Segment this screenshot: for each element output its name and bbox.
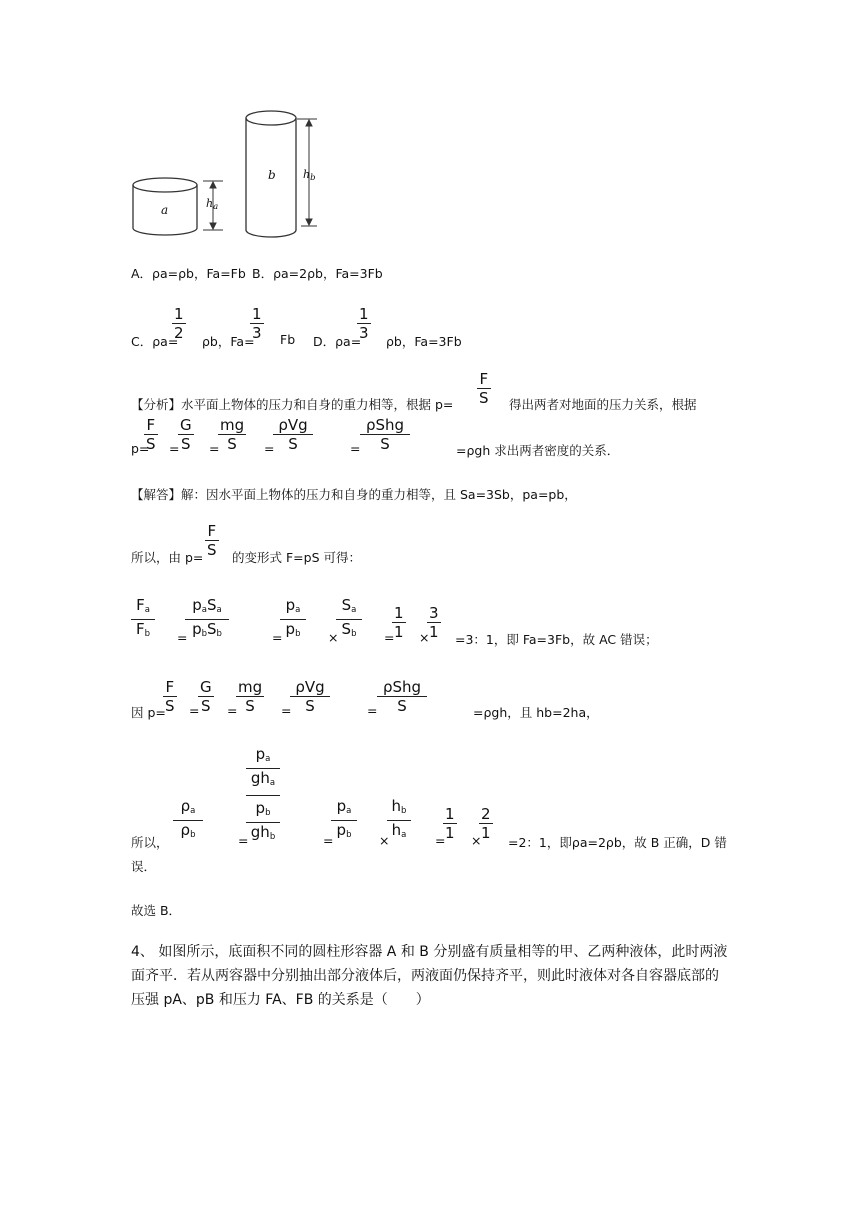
fraction-pa-pb-2: $p_a$ $p_b$ bbox=[331, 797, 357, 844]
fraction-2-1: 2 1 bbox=[481, 805, 491, 842]
eq-10: = bbox=[281, 703, 292, 718]
compound-fraction: $p_a$ $gh_a$ $p_b$ $gh_b$ bbox=[246, 745, 280, 846]
answer-line4-prefix: 因 p= bbox=[131, 705, 166, 720]
answer-line3-suffix: =3：1，即 Fa=3Fb，故 AC 错误； bbox=[455, 632, 658, 647]
fraction-g-s-2: G S bbox=[200, 678, 212, 715]
label-ha: $h_a$ bbox=[206, 197, 219, 212]
fraction-1-1: 1 1 bbox=[394, 604, 404, 641]
option-b: B．ρa=2ρb，Fa=3Fb bbox=[252, 266, 383, 281]
fraction-rhoa-rhob: $\rho_a$ $\rho_b$ bbox=[173, 797, 203, 844]
fraction-pa-pb: $p_a$ $p_b$ bbox=[280, 596, 306, 643]
option-d-prefix: D．ρa= bbox=[313, 334, 362, 349]
times-3: × bbox=[379, 833, 390, 848]
times-2: × bbox=[419, 630, 430, 645]
option-a: A．ρa=ρb，Fa=Fb bbox=[131, 266, 246, 281]
label-a: a bbox=[161, 203, 169, 217]
eq-1: = bbox=[169, 441, 180, 456]
eq-11: = bbox=[367, 703, 378, 718]
fraction-third-d: 1 3 bbox=[359, 305, 369, 342]
answer-line2-suffix: 的变形式 F=pS 可得： bbox=[232, 550, 361, 565]
fraction-mg-s-2: mg S bbox=[238, 678, 263, 715]
answer-conclusion: 故选 B． bbox=[131, 903, 182, 918]
answer-line5-cont: 误． bbox=[131, 859, 157, 874]
fraction-rhoshg-s: ρShg S bbox=[360, 416, 410, 453]
fraction-f-s-4: F S bbox=[165, 678, 175, 715]
eq-5: = bbox=[177, 630, 188, 645]
question-4: 4、 如图所示，底面积不同的圆柱形容器 A 和 B 分别盛有质量相等的甲、乙两种液体，此时两液面齐平．若从两容器中分别抽出部分液体后，两液面仍保持齐平，则此时液体对各自容器底部的压强 pA、pB 和压力 FA、FB 的关系是（ ） bbox=[131, 944, 728, 1008]
answer-line5-suffix: =2：1，即ρa=2ρb，故 B 正确，D 错 bbox=[508, 835, 727, 850]
fraction-mg-s: mg S bbox=[220, 416, 245, 453]
times-4: × bbox=[471, 833, 482, 848]
analysis-line1-suffix: 得出两者对地面的压力关系，根据 bbox=[509, 397, 697, 412]
eq-9: = bbox=[227, 703, 238, 718]
eq-6: = bbox=[272, 630, 283, 645]
fraction-3-1: 3 1 bbox=[429, 604, 439, 641]
answer-line1: 【解答】解：因水平面上物体的压力和自身的重力相等，且 Sa=3Sb，pa=pb， bbox=[131, 487, 577, 502]
option-c-prefix: C．ρa= bbox=[131, 334, 179, 349]
fraction-rhovg-s-2: ρVg S bbox=[290, 678, 330, 715]
fraction-f-over-s: F S bbox=[479, 370, 489, 407]
analysis-line2-suffix: =ρgh 求出两者密度的关系． bbox=[456, 443, 620, 458]
answer-line5-prefix: 所以， bbox=[131, 835, 169, 850]
eq-7: = bbox=[384, 630, 395, 645]
fraction-rhovg-s: ρVg S bbox=[273, 416, 313, 453]
eq-2: = bbox=[209, 441, 220, 456]
fraction-f-s-2: F S bbox=[146, 416, 156, 453]
eq-8: = bbox=[189, 703, 200, 718]
answer-line4-suffix: =ρgh，且 hb=2ha， bbox=[473, 705, 599, 720]
fraction-g-s: G S bbox=[180, 416, 192, 453]
fraction-sa-sb: $S_a$ $S_b$ bbox=[336, 596, 362, 643]
label-hb: $h_b$ bbox=[303, 168, 316, 183]
option-c-mid1: ρb，Fa= bbox=[202, 334, 255, 349]
fraction-third-c: 1 3 bbox=[252, 305, 262, 342]
eq-3: = bbox=[264, 441, 275, 456]
fraction-rhoshg-s-2: ρShg S bbox=[377, 678, 427, 715]
fraction-half: 1 2 bbox=[174, 305, 184, 342]
label-b: b bbox=[268, 168, 276, 182]
fraction-1-1-2: 1 1 bbox=[445, 805, 455, 842]
eq-13: = bbox=[323, 833, 334, 848]
fraction-pasa-pbsb: $p_aS_a$ $p_bS_b$ bbox=[185, 596, 229, 643]
times-1: × bbox=[328, 630, 339, 645]
answer-line2-prefix: 所以，由 p= bbox=[131, 550, 204, 565]
fraction-f-s-3: F S bbox=[207, 522, 217, 559]
eq-4: = bbox=[350, 441, 361, 456]
analysis-line2-prefix: p= bbox=[131, 441, 150, 456]
option-d-suffix: ρb，Fa=3Fb bbox=[386, 334, 462, 349]
eq-14: = bbox=[435, 833, 446, 848]
analysis-line1: 【分析】水平面上物体的压力和自身的重力相等，根据 p= bbox=[131, 397, 454, 412]
option-c-mid2: Fb bbox=[280, 332, 296, 347]
fraction-fa-fb: $F_a$ $F_b$ bbox=[131, 596, 155, 643]
eq-12: = bbox=[238, 833, 249, 848]
fraction-hb-ha: $h_b$ $h_a$ bbox=[387, 797, 411, 844]
